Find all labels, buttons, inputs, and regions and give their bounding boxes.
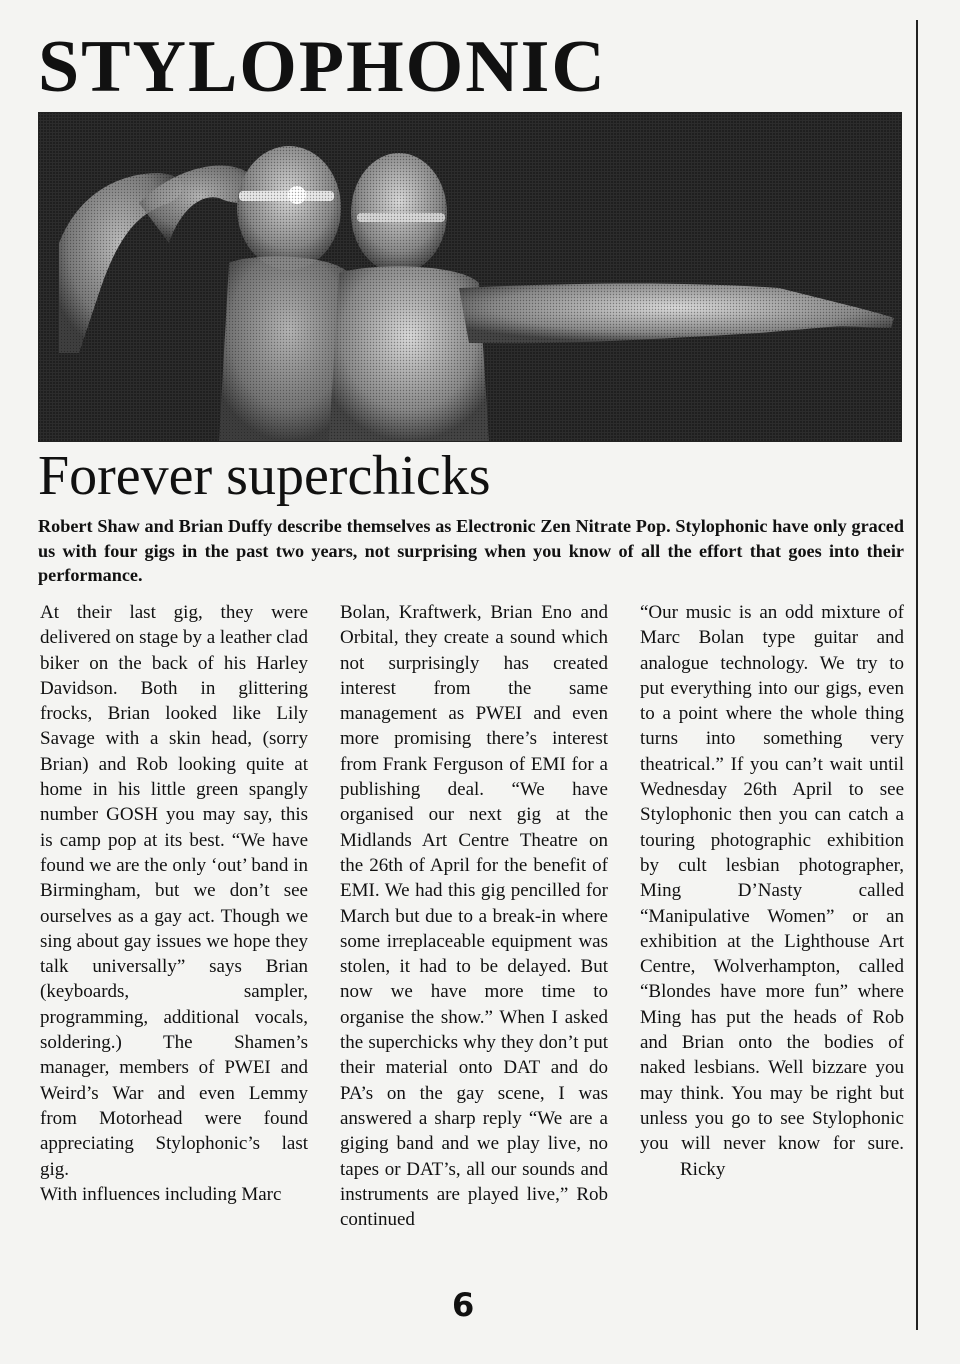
article-column-3	[640, 600, 904, 1182]
article-column-2	[340, 600, 608, 1232]
article-subheading: Forever superchicks	[38, 445, 491, 507]
page-right-rule	[916, 20, 918, 1330]
article-standfirst: Robert Shaw and Brian Duffy describe themselves as Electronic Zen Nitrate Pop. Stylophonic have only graced us with four gigs in the past two years, not surprising when you know of all the effort that goes into their performance.	[38, 516, 904, 585]
band-photo	[38, 112, 902, 442]
page-number: 6	[452, 1286, 475, 1324]
column-2-paragraph: Bolan, Kraftwerk, Brian Eno and Orbital, they create a sound which not surprisingly has created interest from the same management as PWEI and even more promising there’s interest from Frank Ferguson of EMI for a publishing deal. “We have organised our next gig at the Midlands Art Centre Theatre on the 26th of April for the benefit of EMI. We had this gig pencilled for March but due to a break-in where some irreplaceable equipment was stolen, it had to be delayed. But now we have more time to organise the show.” When I asked the superchicks why they don’t put their material onto DAT and do PA’s on the gay scene, I was answered a sharp reply “We are a giging band and we play live, no tapes or DAT’s, all our sounds and instruments are played live,” Rob continued	[340, 602, 608, 1231]
column-3-text: “Our music is an odd mixture of Marc Bolan type guitar and analogue technology. We try to put everything into our gigs, even to a point where the whole thing turns into something very theatrical.” If you can’t wait until Wednesday 26th April to see Stylophonic then you can catch a touring photographic exhibition by cult lesbian photographer, Ming D’Nasty called “Manipulative Women” or an exhibition at the Lighthouse Art Centre, Wolverhampton, called “Blondes have more fun” where Ming has put the heads of Rob and Brian onto the bodies of naked lesbians. Well bizzare you may think. You may be right but unless you go to see Stylophonic you will never know for sure.	[640, 602, 904, 1155]
article-column-1	[40, 600, 308, 1207]
page-headline: STYLOPHONIC	[38, 26, 607, 108]
column-1-paragraph: At their last gig, they were delivered on stage by a leather clad biker on the back of his Harley Davidson. Both in glittering frocks, Brian looked like Lily Savage with a skin head, (sorry Brian) and Rob looking quite at home in his little green spangly number GOSH you may say, this is camp pop at its best. “We have found we are the only ‘out’ band in Birmingham, but we don’t see ourselves as a gay act. Though we sing about gay issues we hope they talk universally” says Brian (keyboards, sampler, programming, additional vocals, soldering.) The Shamen’s manager, members of PWEI and Weird’s War and even Lemmy from Motorhead were found appreciating Stylophonic’s last gig.	[40, 602, 308, 1180]
column-1-closing-line: With influences including Marc	[40, 1183, 282, 1205]
author-byline: Ricky	[680, 1158, 726, 1180]
band-photo-illustration	[39, 113, 901, 441]
column-3-paragraph	[640, 600, 904, 1182]
